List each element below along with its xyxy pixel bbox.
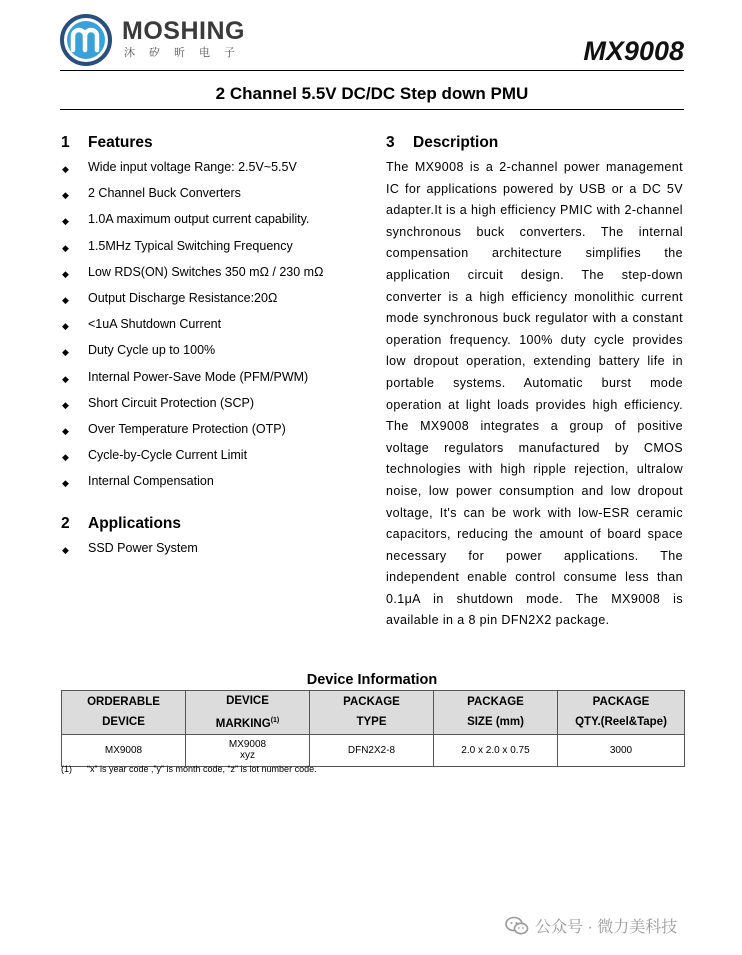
title-divider xyxy=(60,109,684,110)
feature-item xyxy=(61,186,361,212)
section-title: Applications xyxy=(88,515,182,532)
table-row xyxy=(62,734,685,766)
brand-name-chinese: 沐矽昕电子 xyxy=(124,47,249,59)
feature-item xyxy=(61,396,361,422)
feature-item xyxy=(61,160,361,186)
feature-item xyxy=(61,422,361,448)
section-number: 1 xyxy=(61,134,70,151)
device-info-title: Device Information xyxy=(306,672,438,688)
feature-item xyxy=(61,212,361,238)
feature-text: Internal Compensation xyxy=(88,474,214,489)
application-text: SSD Power System xyxy=(88,541,198,555)
feature-text: <1uA Shutdown Current xyxy=(88,317,222,332)
cell-marking: MX9008 xyz xyxy=(186,734,310,766)
section-title: Features xyxy=(88,134,153,151)
header-package-qty: PACKAGE QTY.(Reel&Tape) xyxy=(558,691,685,735)
header-device-marking: DEVICE MARKING$^{(1)}$ xyxy=(186,691,310,735)
bullet-icon: ◆ xyxy=(62,164,69,174)
bullet-icon: ◆ xyxy=(62,452,69,463)
cell-package-size: 2.0 x 2.0 x 0.75 xyxy=(434,734,558,766)
bullet-icon: ◆ xyxy=(62,268,69,279)
description-paragraph: The MX9008 is a 2-channel power management IC for applications powered by USB or a DC 5V adapter.It is a high efficiency PMIC with 2-channel synchronous buck converters. The internal compensation architecture simplifies the application circuit design. The step-down converter is a high efficiency monolithic current mode synchronous buck regulator with a constant operation frequency. 100% duty cycle provides low dropout operation, extending battery life in portable systems. Automatic burst mode operation at light loads provides high efficiency. The MX9008 integrates a group of positive voltage regulators manufactured by CMOS technologies with high ripple rejection, ultralow noise, low power consumption and low dropout voltage, It's can be work with low-ESR ceramic capacitors, reducing the amount of board space necessary for power applications. The independent enable control consume less than 0.1μA in shutdown mode. The MX9008 is available in a 8 pin DFN2X2 package. xyxy=(386,160,683,628)
section-number: 2 xyxy=(61,515,70,532)
applications-list xyxy=(61,541,361,567)
bullet-icon: ◆ xyxy=(62,321,69,332)
feature-item xyxy=(61,448,361,474)
features-heading xyxy=(61,134,153,152)
bullet-icon: ◆ xyxy=(62,399,69,410)
company-logo-icon xyxy=(60,14,112,66)
footnote-text: “x” is year code ,”y” is month code, “z” is lot number code. xyxy=(87,764,317,774)
feature-item xyxy=(61,291,361,317)
table-header-row xyxy=(62,691,685,735)
cell-qty: 3000 xyxy=(558,734,685,766)
feature-item xyxy=(61,239,361,265)
header-package-type: PACKAGE TYPE xyxy=(310,691,434,735)
feature-text: Short Circuit Protection (SCP) xyxy=(88,395,255,410)
feature-text: Output Discharge Resistance:20Ω xyxy=(88,290,278,305)
header-orderable-device: ORDERABLE DEVICE xyxy=(62,691,186,735)
feature-item xyxy=(61,317,361,343)
bullet-icon: ◆ xyxy=(62,294,69,305)
footnote-number: (1) xyxy=(61,764,72,774)
bullet-icon: ◆ xyxy=(62,216,69,227)
bullet-icon: ◆ xyxy=(62,545,69,555)
watermark-text: 公众号 · 微力美科技 xyxy=(535,919,678,936)
feature-text: 1.0A maximum output current capability. xyxy=(88,212,310,227)
features-list xyxy=(61,160,361,500)
document-title: 2 Channel 5.5V DC/DC Step down PMU xyxy=(215,84,529,103)
cell-package-type: DFN2X2-8 xyxy=(310,734,434,766)
device-info-table xyxy=(61,690,685,767)
header-divider xyxy=(60,70,684,71)
feature-text: Wide input voltage Range: 2.5V~5.5V xyxy=(88,160,297,174)
bullet-icon: ◆ xyxy=(62,425,69,436)
part-number-title: MX9008 xyxy=(583,36,684,66)
application-item xyxy=(61,541,361,567)
brand-name: MOSHING xyxy=(122,17,245,45)
feature-text: Duty Cycle up to 100% xyxy=(88,343,216,358)
feature-item xyxy=(61,474,361,500)
applications-heading xyxy=(61,515,181,533)
wechat-watermark xyxy=(505,914,677,937)
bullet-icon: ◆ xyxy=(62,478,69,489)
section-number: 3 xyxy=(386,134,395,151)
table-footnote xyxy=(61,764,317,774)
header-package-size: PACKAGE SIZE (mm) xyxy=(434,691,558,735)
bullet-icon: ◆ xyxy=(62,347,69,358)
bullet-icon: ◆ xyxy=(62,242,69,253)
feature-text: Internal Power-Save Mode (PFM/PWM) xyxy=(88,369,309,384)
feature-text: Low RDS(ON) Switches 350 mΩ / 230 mΩ xyxy=(88,264,324,279)
feature-text: 2 Channel Buck Converters xyxy=(88,186,241,201)
description-heading xyxy=(386,134,498,152)
feature-text: 1.5MHz Typical Switching Frequency xyxy=(88,238,293,253)
section-title: Description xyxy=(413,134,499,151)
feature-item xyxy=(61,265,361,291)
bullet-icon: ◆ xyxy=(62,373,69,384)
bullet-icon: ◆ xyxy=(62,190,69,201)
feature-text: Over Temperature Protection (OTP) xyxy=(88,421,286,436)
feature-item xyxy=(61,343,361,369)
wechat-icon xyxy=(505,916,529,936)
cell-device: MX9008 xyxy=(62,734,186,766)
feature-text: Cycle-by-Cycle Current Limit xyxy=(88,448,248,463)
feature-item xyxy=(61,370,361,396)
